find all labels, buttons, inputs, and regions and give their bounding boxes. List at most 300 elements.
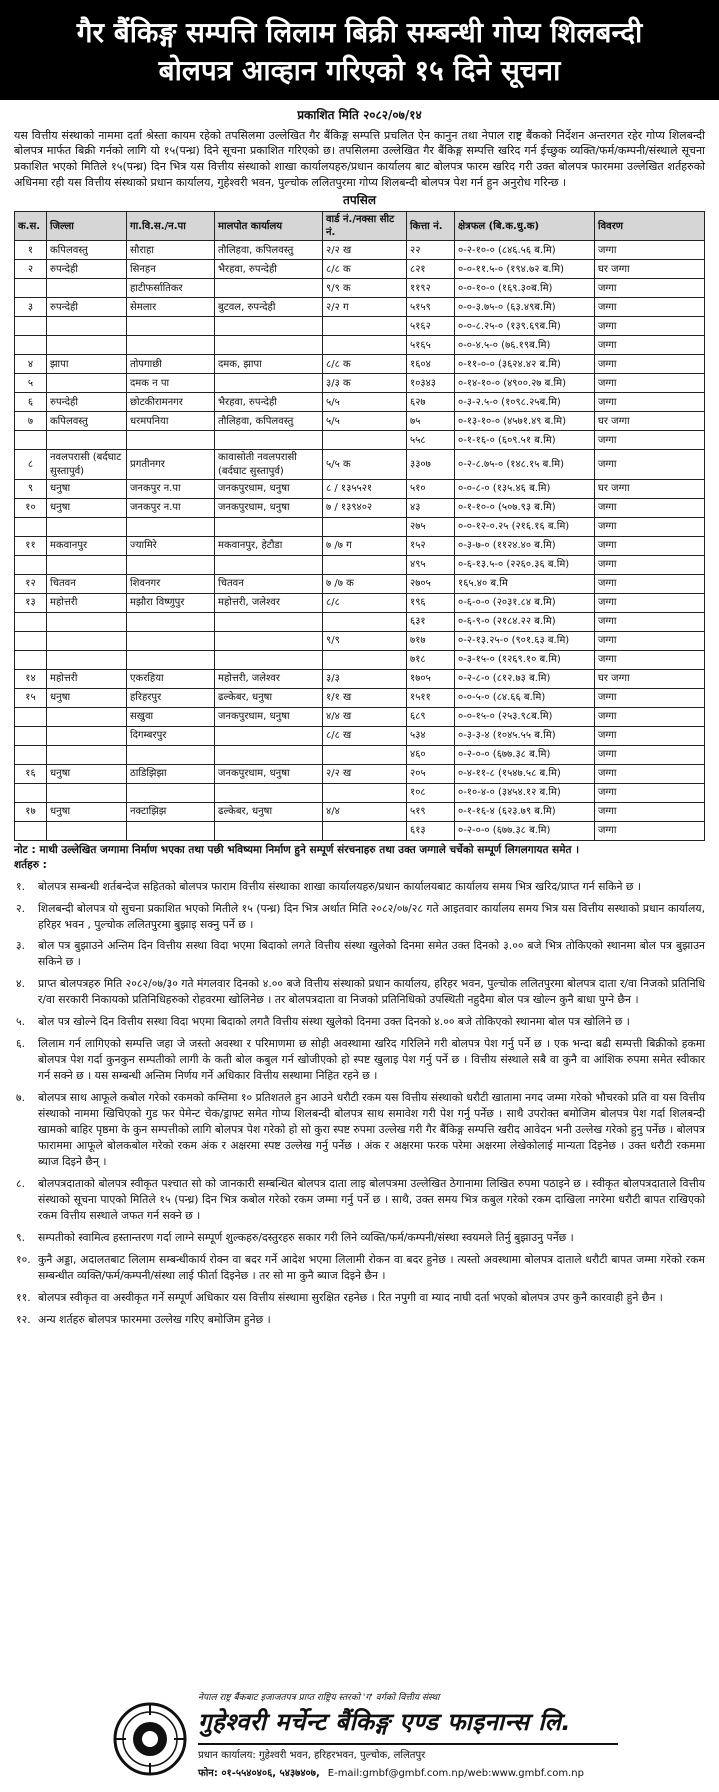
table-cell: १० — [15, 498, 47, 517]
table-cell: तौलिहवा, कपिलवस्तु — [215, 241, 323, 260]
table-cell: ०-१-१०-० (५०७.९३ ब.मि) — [455, 498, 595, 517]
phone-numbers: फोन: ०१-५५४०४०६, ५४३७४०७, — [198, 1768, 320, 1779]
table-cell: ०-०-८-० (१३५.४६ ब.मि) — [455, 479, 595, 498]
table-cell: ५३४ — [407, 726, 455, 745]
table-cell: ५१९ — [407, 802, 455, 821]
condition-text: बोलपत्र सम्बन्धी शर्तबन्देज सहितको बोलपत्र फाराम वित्तीय संस्थाका शाखा कार्यालयहरु/प्रधान कार्यालयबाट कार्यालय समय भित्र खरिद/प्राप्त गर्न सकिने छ । — [38, 879, 641, 893]
table-row — [15, 726, 705, 745]
table-cell: दमक न पा — [127, 374, 215, 393]
table-cell — [47, 726, 127, 745]
note-text: नोट : माथी उल्लेखित जग्गामा निर्माण भएका तथा पछी भविष्यमा निर्माण हुने सम्पूर्ण संरचनाहरु तथा उक्त जग्गाले चर्चेको सम्पूर्ण लिगलगायत समेत । — [14, 843, 580, 856]
table-cell: ७५ — [407, 412, 455, 431]
table-cell: जग्गा — [595, 279, 705, 298]
table-cell: ५५८ — [407, 431, 455, 450]
table-cell: धनुषा — [47, 498, 127, 517]
table-cell: ८/८ क — [323, 260, 407, 279]
table-cell — [15, 317, 47, 336]
table-cell: रुपन्देही — [47, 260, 127, 279]
table-cell: ८ — [15, 450, 47, 479]
table-cell — [215, 783, 323, 802]
table-cell: १४ — [15, 669, 47, 688]
footer-tagline: नेपाल राष्ट्र बैंकबाट इजाजतपत्र प्राप्त राष्ट्रिय स्तरको 'ग' वर्गको वित्तीय संस्था — [198, 1693, 440, 1703]
table-cell: हाटीफर्सातिकर — [127, 279, 215, 298]
table-cell — [323, 745, 407, 764]
table-cell: ७१८ — [407, 650, 455, 669]
table-cell: ०-२-१०-० (८४६.५६ ब.मि) — [455, 241, 595, 260]
table-cell: ८/८ क — [323, 355, 407, 374]
table-row — [15, 783, 705, 802]
table-cell: जग्गा — [595, 707, 705, 726]
condition-item — [14, 1312, 705, 1328]
table-cell — [15, 707, 47, 726]
table-cell: ०-२-१३.२५-० (९०१.६३ ब.मि) — [455, 631, 595, 650]
table-cell: जग्गा — [595, 821, 705, 840]
table-cell: हरिहरपुर — [127, 688, 215, 707]
table-cell — [47, 431, 127, 450]
table-cell: घर जग्गा — [595, 260, 705, 279]
table-cell: जग्गा — [595, 393, 705, 412]
table-header-row — [15, 212, 705, 241]
table-cell: ०-०-१५-० (२५३.९८ब.मि) — [455, 707, 595, 726]
table-cell: शिवनगर — [127, 574, 215, 593]
table-cell — [127, 631, 215, 650]
table-cell: १५ — [15, 688, 47, 707]
table-cell — [127, 336, 215, 355]
table-heading: तपसिल — [342, 193, 376, 208]
table-cell — [15, 336, 47, 355]
table-cell: ६१३ — [407, 821, 455, 840]
table-cell: जनकपुर न.पा — [127, 479, 215, 498]
table-cell: जग्गा — [595, 517, 705, 536]
table-cell: जग्गा — [595, 317, 705, 336]
table-cell: १०३४३ — [407, 374, 455, 393]
table-cell — [47, 336, 127, 355]
table-cell: १ — [15, 241, 47, 260]
table-cell: ६८९ — [407, 707, 455, 726]
table-cell: २/२ ग — [323, 298, 407, 317]
table-cell: नक्टाझिझ — [127, 802, 215, 821]
table-cell — [215, 517, 323, 536]
table-cell: २०५ — [407, 764, 455, 783]
table-cell — [127, 821, 215, 840]
table-cell: जग्गा — [595, 783, 705, 802]
table-row — [15, 431, 705, 450]
table-cell: ५१६२ — [407, 317, 455, 336]
table-cell: जग्गा — [595, 555, 705, 574]
table-cell: सौराहा — [127, 241, 215, 260]
table-cell: ०-११-०-० (३६२४.४२ ब.मि) — [455, 355, 595, 374]
table-cell: ७ /७ ग — [323, 536, 407, 555]
table-cell: ५१६५ — [407, 336, 455, 355]
condition-number: ३. — [16, 939, 26, 953]
table-cell: जग्गा — [595, 650, 705, 669]
col-header-plot: कित्ता नं. — [407, 212, 455, 241]
table-cell: ५/५ — [323, 393, 407, 412]
table-cell: तोपगाछी — [127, 355, 215, 374]
table-cell: रुपन्देही — [47, 393, 127, 412]
table-cell — [323, 612, 407, 631]
table-cell — [47, 650, 127, 669]
table-row — [15, 450, 705, 479]
table-cell — [215, 726, 323, 745]
table-cell: महोत्तरी, जलेश्वर — [215, 593, 323, 612]
table-cell: जग्गा — [595, 336, 705, 355]
condition-item — [14, 1090, 705, 1170]
table-cell: ०-२-८-० (८१२.७३ ब.मि) — [455, 669, 595, 688]
table-cell: ०-०-३.७५-० (६३.४९ब.मि) — [455, 298, 595, 317]
table-cell: जनकपुर न.पा — [127, 498, 215, 517]
table-row — [15, 821, 705, 840]
condition-text: बोलपत्र साथ आफूले कबोल गरेको रकमको कम्तिमा १० प्रतिशतले हुन आउने धरौटी रकम यस वित्तीय संस्थाको धरौटी खातामा नगद जम्मा गरेको भौचरको प्रति वा यस वित्तीय संस्थाको नाममा खिचिएको गुड फर पेमेन्ट चेक/ड्राफ्ट समेत गोप्य शिलबन्दी बोलपत्र साथ समावेश गरी पेश गर्नु पर्नेछ । साथै उपरोक्त बमोजिम बोलपत्र पेश गर्दा शिलबन्दी खामको बाहिर पृष्ठमा के कुन सम्पत्तीको लागि बोलपत्र पेश गरेको हो सो कुरा स्पष्ट रुपमा उल्लेख गरी गैर बैंकिङ्ग सम्पत्ति खरीद आवेदन भनी उल्लेख गरेको हुनु पर्नेछ । बोलपत्र फाराममा आफूले बोलकबोल गरेको रकम अंक र अक्षरमा स्पष्ट उल्लेख गर्नु पर्नेछ । अंक र अक्षरमा फरक परेमा अक्षरमा लेखेकोलाई मान्यता दिइनेछ । उक्त धरौटी रकममा ब्याज दिइने छैन् । — [38, 1091, 705, 1169]
condition-item — [14, 1014, 705, 1030]
table-cell: ०-१-१६-० (६०९.५१ ब.मि) — [455, 431, 595, 450]
table-cell: ढल्केबर, धनुषा — [215, 688, 323, 707]
table-row — [15, 631, 705, 650]
table-cell — [47, 374, 127, 393]
table-row — [15, 650, 705, 669]
table-cell: ११९२ — [407, 279, 455, 298]
table-cell: ७ — [15, 412, 47, 431]
table-cell: ७१७ — [407, 631, 455, 650]
table-cell: धनुषा — [47, 688, 127, 707]
table-cell: झापा — [47, 355, 127, 374]
col-header-land-office: मालपोत कार्यालय — [215, 212, 323, 241]
table-cell: ४३ — [407, 498, 455, 517]
table-cell — [127, 612, 215, 631]
table-cell: धनुषा — [47, 802, 127, 821]
table-cell — [47, 279, 127, 298]
property-table-body — [15, 241, 705, 840]
table-cell: ०-६-९-० (२१८४.२२ ब.मि) — [455, 612, 595, 631]
table-cell — [323, 431, 407, 450]
condition-text: लिलाम गर्न लागिएको सम्पत्ति जहा जे जस्तो अवस्था र परिमाणमा छ सोही अवस्थामा खरिद गरिलिने गरी बोलपत्र पेश गर्नु पर्ने छ । एक भन्दा बढी सम्पत्ती बिक्रीको हकमा बोलपत्र पेश गर्दा कुनकुन सम्पतीको लागी के कती बोल कबुल गर्न खोजीएको हो स्पष्ट खुलाइ पेश गर्नु पर्ने छ । वित्तीय संस्थाले सबै वा कुनै वा आंशिक रुपमा समेत स्वीकार गर्न सक्ने छ । यस सम्बन्धी अन्तिम निर्णय गर्ने अधिकार वित्तीय सस्थामा निहित रहने छ । — [38, 1037, 705, 1083]
table-cell: धरमपनिया — [127, 412, 215, 431]
intro-paragraph: यस वित्तीय संस्थाको नाममा दर्ता श्रेस्ता कायम रहेको तपसिलमा उल्लेखित गैर बैंकिङ्ग सम्पत्ति प्रचलित ऐन कानुन तथा नेपाल राष्ट्र बैंकको निर्देशन अन्तरगत रहेर गोप्य शिलबन्दी बोलपत्र मार्फत बिक्री गर्नको लागि यो १५(पन्ध्र) दिने सूचना प्रकाशित गरिएको छ। तपसिलमा उल्लेखित गैर बैंकिङ्ग सम्पत्ति खरिद गर्न ईच्छुक व्यक्ति/फर्म/कम्पनी/संस्थाले सूचना प्रकाशित भएको मितिले १५(पन्ध्र) दिन भित्र यस वित्तीय संस्थाको शाखा कार्यालयहरु/प्रधान कार्यालय बाट बोलपत्र फारम खरिद गरी उक्त बोलपत्र फारममा उल्लेखित शर्तहरुको अधिनमा रही यस वित्तीय संस्थाको प्रधान कार्यालय, गुहेश्वरी भवन, पुल्चोक ललितपुरमा गोप्य शिलबन्दी बोलपत्र पेश गर्न हुन अनुरोध गरिन्छ । — [14, 128, 705, 189]
table-row — [15, 260, 705, 279]
table-row — [15, 802, 705, 821]
table-row — [15, 517, 705, 536]
table-cell: ०-०-८.२५-० (१३९.६९ब.मि) — [455, 317, 595, 336]
condition-number: १०. — [16, 1252, 31, 1266]
published-date: प्रकाशित मिति २०८२/०७/१४ — [297, 108, 422, 122]
table-cell: दिगम्बरपुर — [127, 726, 215, 745]
table-cell: १०८ — [407, 783, 455, 802]
table-cell: जग्गा — [595, 298, 705, 317]
table-cell: जग्गा — [595, 450, 705, 479]
table-cell — [127, 745, 215, 764]
table-cell: ०-१३-१०-० (४५७१.४९ ब.मि) — [455, 412, 595, 431]
condition-number: २. — [16, 901, 26, 915]
table-cell: सेमलार — [127, 298, 215, 317]
table-cell: चितवन — [215, 574, 323, 593]
table-cell: ११ — [15, 536, 47, 555]
condition-number: १२. — [16, 1312, 31, 1326]
table-cell: २/२ ख — [323, 764, 407, 783]
condition-text: कुनै अड्डा, अदालतबाट लिलाम सम्बन्धीकार्य रोक्न वा बदर गर्ने आदेश भएमा लिलामी रोकन वा बदर हुनेछ । त्यस्तो अवस्थामा बोलपत्र दाताले धरौटी बापत जम्मा गरेको रकम सम्बन्धीत व्यक्ति/फर्म/कम्पनी/संस्था लाई फीर्ता दिइनेछ । तर सो मा कुनै ब्याज दिइने छैन । — [38, 1252, 705, 1282]
col-header-ward: वार्ड नं./नक्सा सीट नं. — [323, 212, 407, 241]
condition-text: बोलपत्रदाताको बोलपत्र स्वीकृत पश्चात सो को जानकारी सम्बन्धित बोलपत्र दाता लाइ बोलपत्रमा उल्लेखित ठेगानामा लिखित रुपमा पठाइने छ । स्वीकृत बोलपत्रदाताले वित्तीय संस्थाको सूचना पाएको मितिले १५ (पन्ध्र) दिन भित्र कबोल गरेको रकम जम्मा गर्नु पर्ने छ । साथै, उक्त समय भित्र कबुल गरेको रकम दाखिला नगरेमा धरौटी बापत राखिएको रकम वित्तीय सस्थाले जफत गर्न सक्ने छ । — [38, 1177, 705, 1222]
table-cell: ६ — [15, 393, 47, 412]
table-cell: ०-०-४.५-० (७६.१९ब.मि) — [455, 336, 595, 355]
table-row — [15, 745, 705, 764]
table-cell: जग्गा — [595, 355, 705, 374]
table-cell — [323, 517, 407, 536]
table-cell: ८२१ — [407, 260, 455, 279]
head-office-address: प्रधान कार्यालय: गुहेश्वरी भवन, हरिहरभवन, पुल्चोक, ललितपुर — [198, 1750, 426, 1761]
table-cell: जग्गा — [595, 593, 705, 612]
table-cell: ४ — [15, 355, 47, 374]
table-cell: जग्गा — [595, 241, 705, 260]
table-cell — [127, 783, 215, 802]
condition-text: बोल पत्र खोल्ने दिन वित्तीय सस्था विदा भएमा बिदाको लगतै वित्तीय संस्था खुलेको दिनमा उक्त दिनको ४.०० बजे तोकिएको स्थानमा बोल पत्र खोलिने छ । — [38, 1015, 630, 1029]
table-cell: १३ — [15, 593, 47, 612]
condition-text: अन्य शर्तहरु बोलपत्र फारममा उल्लेख गरिए बमोजिम हुनेछ । — [38, 1312, 271, 1326]
table-cell: ५१० — [407, 479, 455, 498]
table-cell: ०-२-०-० (६७७.३८ ब.मि) — [455, 745, 595, 764]
table-cell: रुपन्देही — [47, 298, 127, 317]
table-cell: महोत्तरी — [47, 669, 127, 688]
table-cell — [15, 431, 47, 450]
table-cell — [215, 612, 323, 631]
table-cell: बुटवल, रुपन्देही — [215, 298, 323, 317]
table-cell — [215, 279, 323, 298]
table-cell: १/१ ख — [323, 688, 407, 707]
table-cell: जनकपुरधाम, धनुषा — [215, 707, 323, 726]
table-cell: ठाडिझिझा — [127, 764, 215, 783]
table-cell: मकवानपुर, हेटौडा — [215, 536, 323, 555]
banner-title-line1: गैर बैंकिङ्ग सम्पत्ति लिलाम बिक्री सम्बन्धी गोप्य शिलबन्दी — [76, 16, 643, 49]
table-cell: ८/८ — [323, 593, 407, 612]
table-cell: धनुषा — [47, 764, 127, 783]
table-row — [15, 688, 705, 707]
table-cell: जग्गा — [595, 802, 705, 821]
condition-item — [14, 879, 705, 895]
table-cell: ७ / १३९४०२ — [323, 498, 407, 517]
table-cell: जग्गा — [595, 431, 705, 450]
table-cell: १६०४ — [407, 355, 455, 374]
table-cell: १२ — [15, 574, 47, 593]
condition-text: बोल पत्र बुझाउने अन्तिम दिन वित्तीय सस्था विदा भएमा बिदाको लगते वित्तीय संस्था खुलेको दिनमा समेत उक्त दिनको ३.०० बजे भित्र तोकिएको स्थानमा बोल पत्र बुझाउन सकिने छ । — [38, 939, 705, 969]
condition-text: प्राप्त बोलपत्रहरु मिति २०८२/०७/३० गते मंगलवार दिनको ४.०० बजे वित्तीय संस्थाको प्रधान कार्यालय, हरिहर भवन, पुल्चोक ललितपुरमा बोलपत्र दाता र/वा निजको प्रतिनिधि र/वा सरकारी निकायको प्रतिनिधिहरुको रोहवरमा खोलिनेछ । तर बोलपत्रदाता वा निजको प्रतिनिधिको उपस्थिती नहुदैमा बोल पत्र खोल्न कुनै बाधा पुग्ने छैन । — [38, 977, 705, 1007]
table-cell: ७ /७ क — [323, 574, 407, 593]
table-cell: ३ — [15, 298, 47, 317]
table-cell — [15, 745, 47, 764]
table-row — [15, 764, 705, 783]
table-cell: ०-३-३-४ (१०४५.५५ ब.मि) — [455, 726, 595, 745]
table-cell: ०-१४-१०-० (४९००.२७ ब.मि) — [455, 374, 595, 393]
table-cell — [323, 650, 407, 669]
condition-number: ४. — [16, 977, 26, 991]
table-cell: ९/९ क — [323, 279, 407, 298]
table-cell — [215, 745, 323, 764]
table-cell — [323, 336, 407, 355]
table-row — [15, 298, 705, 317]
table-cell: भैरहवा, रुपन्देही — [215, 393, 323, 412]
table-cell: महोत्तरी, जलेश्वर — [215, 669, 323, 688]
condition-item — [14, 901, 705, 933]
table-cell: जग्गा — [595, 498, 705, 517]
table-cell: ०-०-१२-०.२५ (२१६.१६ ब.मि) — [455, 517, 595, 536]
table-cell: ४६० — [407, 745, 455, 764]
table-cell: कपिलवस्तु — [47, 241, 127, 260]
table-cell: जनकपुरधाम, धनुषा — [215, 764, 323, 783]
condition-item — [14, 1230, 705, 1246]
table-cell: ०-३-२.५-० (१०९८.२५ब.मि) — [455, 393, 595, 412]
table-cell: कपिलवस्तु — [47, 412, 127, 431]
table-row — [15, 593, 705, 612]
table-cell: मकवानपुर — [47, 536, 127, 555]
table-cell — [215, 821, 323, 840]
table-cell — [323, 821, 407, 840]
table-cell: ०-२-८.७५-० (१४८.१५ ब.मि) — [455, 450, 595, 479]
table-cell — [15, 783, 47, 802]
condition-item — [14, 1036, 705, 1084]
table-cell: ०-६-०-० (२०३१.८४ ब.मि) — [455, 593, 595, 612]
table-cell — [215, 336, 323, 355]
table-cell: १५२ — [407, 536, 455, 555]
table-cell: २७५ — [407, 517, 455, 536]
company-name: गुहेश्वरी मर्चेन्ट बैंकिङ्ग एण्ड फाइनान्स लि. — [198, 1708, 571, 1736]
table-cell — [47, 745, 127, 764]
condition-item — [14, 938, 705, 970]
condition-number: ५. — [16, 1015, 26, 1029]
table-cell — [323, 555, 407, 574]
table-cell: ०-२-०-० (६७७.३८ ब.मि) — [455, 821, 595, 840]
table-cell: ४/४ ख — [323, 707, 407, 726]
table-cell: ९/९ — [323, 631, 407, 650]
table-cell: ०-१-१६-४ (६२३.७९ ब.मि) — [455, 802, 595, 821]
table-cell — [323, 783, 407, 802]
table-cell: १६५.४० ब.मि — [455, 574, 595, 593]
table-cell: तौलिहवा, कपिलवस्तु — [215, 412, 323, 431]
col-header-detail: विवरण — [595, 212, 705, 241]
table-cell — [47, 821, 127, 840]
table-cell: ५१५९ — [407, 298, 455, 317]
table-cell: प्रगतीनगर — [127, 450, 215, 479]
table-cell — [15, 612, 47, 631]
condition-item — [14, 1252, 705, 1284]
table-cell — [323, 317, 407, 336]
table-cell — [215, 431, 323, 450]
notice-banner — [0, 0, 719, 100]
banner-title-line2: बोलपत्र आव्हान गरिएको १५ दिने सूचना — [158, 54, 561, 87]
bank-seal-icon — [112, 1701, 188, 1777]
table-cell: ज्यामिरे — [127, 536, 215, 555]
table-cell: ४९५ — [407, 555, 455, 574]
table-cell: ढल्केबर, धनुषा — [215, 802, 323, 821]
table-cell: जग्गा — [595, 536, 705, 555]
table-cell: महोत्तरी — [47, 593, 127, 612]
table-cell: ५/५ — [323, 412, 407, 431]
table-cell — [215, 374, 323, 393]
table-cell — [47, 612, 127, 631]
table-cell: कावासोती नवलपरासी (बर्दघाट सुस्तापुर्व) — [215, 450, 323, 479]
table-row — [15, 412, 705, 431]
table-cell — [47, 555, 127, 574]
table-cell: ०-६-१३.५-० (२२६०.३६ ब.मि) — [455, 555, 595, 574]
table-cell — [15, 517, 47, 536]
table-cell: जग्गा — [595, 688, 705, 707]
table-cell: सिनहन — [127, 260, 215, 279]
table-cell: ८/८ ख — [323, 726, 407, 745]
table-cell: ३३०७ — [407, 450, 455, 479]
table-cell: जग्गा — [595, 574, 705, 593]
table-cell — [47, 317, 127, 336]
table-row — [15, 279, 705, 298]
table-cell — [127, 431, 215, 450]
table-row — [15, 241, 705, 260]
table-cell: ०-०-१०-० (१६९.३०ब.मि) — [455, 279, 595, 298]
conditions-list — [14, 879, 705, 1328]
table-cell — [15, 555, 47, 574]
table-cell: जग्गा — [595, 374, 705, 393]
table-cell — [15, 631, 47, 650]
table-row — [15, 612, 705, 631]
table-cell: ०-३-१५-० (१२६९.१० ब.मि) — [455, 650, 595, 669]
condition-item — [14, 1176, 705, 1224]
table-cell — [127, 517, 215, 536]
table-cell: जग्गा — [595, 745, 705, 764]
col-header-sn: क.स. — [15, 212, 47, 241]
table-cell: १७०५ — [407, 669, 455, 688]
bank-footer — [120, 1693, 620, 1789]
conditions-title: शर्तहरु : — [14, 858, 47, 871]
condition-number: ६. — [16, 1037, 26, 1051]
table-cell: एकरहिया — [127, 669, 215, 688]
table-cell: जग्गा — [595, 764, 705, 783]
table-cell: सखुवा — [127, 707, 215, 726]
table-cell: ९ — [15, 479, 47, 498]
table-cell: घर जग्गा — [595, 669, 705, 688]
table-row — [15, 669, 705, 688]
footer-divider — [198, 1743, 618, 1745]
table-cell: जग्गा — [595, 631, 705, 650]
table-cell: ४/४ — [323, 802, 407, 821]
table-cell: चितवन — [47, 574, 127, 593]
table-cell — [215, 317, 323, 336]
col-header-district: जिल्ला — [47, 212, 127, 241]
email-web: E-mail:gmbf@gmbf.com.np/web:www.gmbf.com.np — [327, 1768, 584, 1779]
property-table — [14, 211, 705, 841]
table-cell: नवलपरासी (बर्दघाट सुस्तापुर्व) — [47, 450, 127, 479]
table-row — [15, 498, 705, 517]
condition-number: ७. — [16, 1091, 26, 1105]
table-cell: २७०५ — [407, 574, 455, 593]
table-cell: १७ — [15, 802, 47, 821]
table-cell: २ — [15, 260, 47, 279]
table-cell: ६३१ — [407, 612, 455, 631]
condition-number: १. — [16, 879, 26, 893]
table-row — [15, 536, 705, 555]
table-cell: जग्गा — [595, 726, 705, 745]
table-cell: भैरहवा, रुपन्देही — [215, 260, 323, 279]
table-cell: ०-४-११-८ (१५४७.५८ ब.मि) — [455, 764, 595, 783]
col-header-area: क्षेत्रफल (बि.क.धु.क) — [455, 212, 595, 241]
col-header-vdc: गा.वि.स./न.पा — [127, 212, 215, 241]
table-row — [15, 555, 705, 574]
condition-number: ११. — [16, 1290, 31, 1304]
table-cell: छोटकीरामनगर — [127, 393, 215, 412]
table-cell — [47, 707, 127, 726]
table-cell: ८ / १३५५२१ — [323, 479, 407, 498]
table-cell: धनुषा — [47, 479, 127, 498]
table-cell: १५११ — [407, 688, 455, 707]
table-row — [15, 317, 705, 336]
table-cell — [15, 650, 47, 669]
table-cell: १९६ — [407, 593, 455, 612]
condition-item — [14, 1290, 705, 1306]
table-row — [15, 355, 705, 374]
